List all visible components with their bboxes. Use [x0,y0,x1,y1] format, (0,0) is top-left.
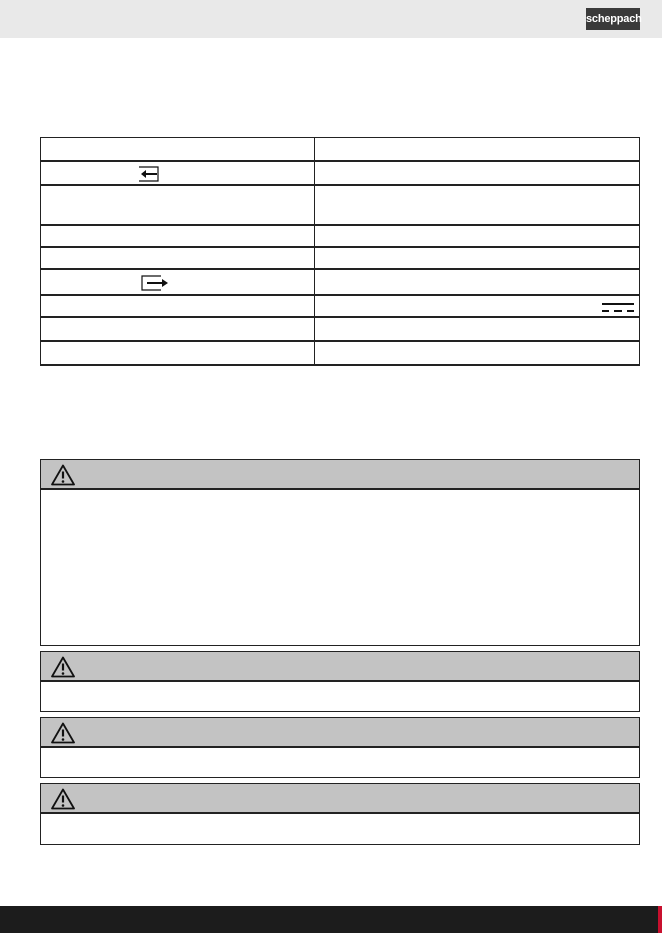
warning-body [41,682,639,711]
warning-header [41,784,639,814]
spec-row-1 [41,138,639,162]
warning-box-4 [40,783,640,845]
output-arrow-icon [141,275,161,291]
input-arrow-icon [137,166,157,182]
warning-triangle-icon [51,788,75,810]
spec-row-7 [41,296,639,318]
warning-body [41,748,639,777]
footer-band [0,906,662,933]
warning-box-1 [40,459,640,646]
warning-body [41,490,639,645]
warning-header [41,718,639,748]
warning-header [41,460,639,490]
spec-row-8 [41,318,639,342]
brand-logo: scheppach [586,8,640,30]
warning-body [41,814,639,844]
direct-current-icon [601,302,635,314]
footer-accent [658,906,662,933]
warning-header [41,652,639,682]
header-band [0,0,662,38]
warning-box-2 [40,651,640,712]
spec-row-9 [41,342,639,364]
warning-triangle-icon [51,722,75,744]
warning-box-3 [40,717,640,778]
spec-table [40,137,640,366]
warning-triangle-icon [51,464,75,486]
spec-row-4 [41,226,639,248]
spec-row-3 [41,186,639,226]
warning-triangle-icon [51,656,75,678]
spec-row-2 [41,162,639,186]
spec-row-6 [41,270,639,296]
spec-row-5 [41,248,639,270]
